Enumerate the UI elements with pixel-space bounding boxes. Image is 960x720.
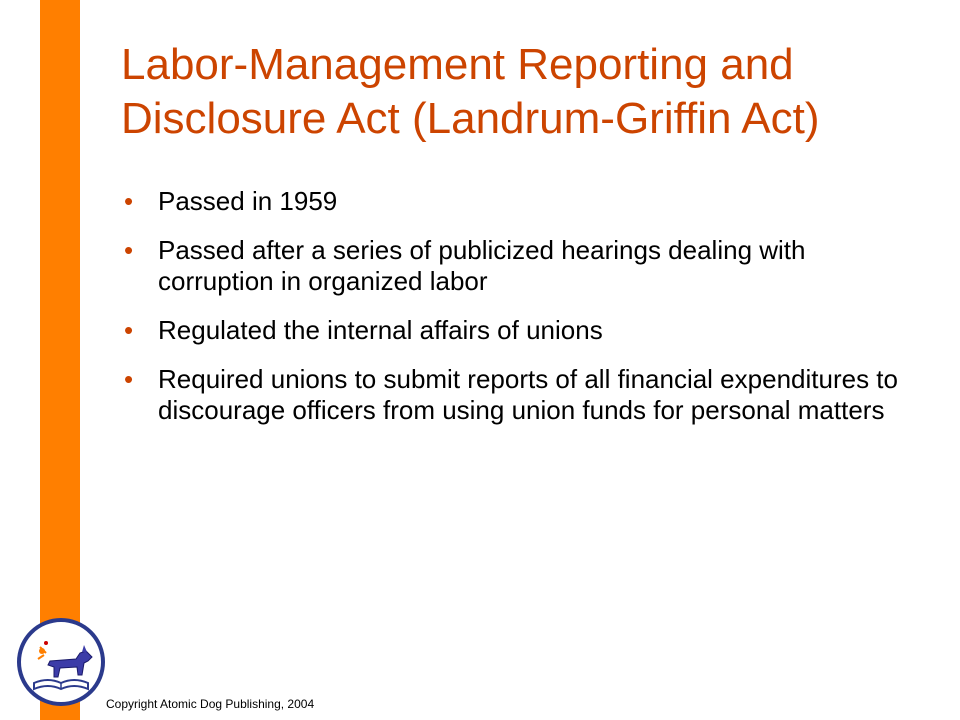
bullet-marker: • (124, 364, 134, 394)
bullet-marker: • (124, 235, 134, 265)
bullet-item (124, 235, 914, 297)
left-accent-bar (40, 0, 80, 720)
bullet-text: Required unions to submit reports of all financial expenditures to discourage officers from using union funds for personal matters (158, 364, 898, 425)
bullet-item (124, 364, 914, 426)
bullet-item (124, 315, 914, 346)
bullet-text: Passed in 1959 (158, 186, 338, 216)
atomic-dog-logo-icon (16, 617, 106, 707)
bullet-list (124, 186, 914, 444)
bullet-item (124, 186, 914, 217)
copyright-text: Copyright Atomic Dog Publishing, 2004 (106, 697, 315, 711)
bullet-marker: • (124, 186, 134, 216)
bullet-text: Regulated the internal affairs of unions (158, 315, 603, 345)
slide-title: Labor-Management Reporting and Disclosure Act (Landrum-Griffin Act) (121, 40, 820, 143)
bullet-marker: • (124, 315, 134, 345)
bullet-text: Passed after a series of publicized hearings dealing with corruption in organized labor (158, 235, 806, 296)
